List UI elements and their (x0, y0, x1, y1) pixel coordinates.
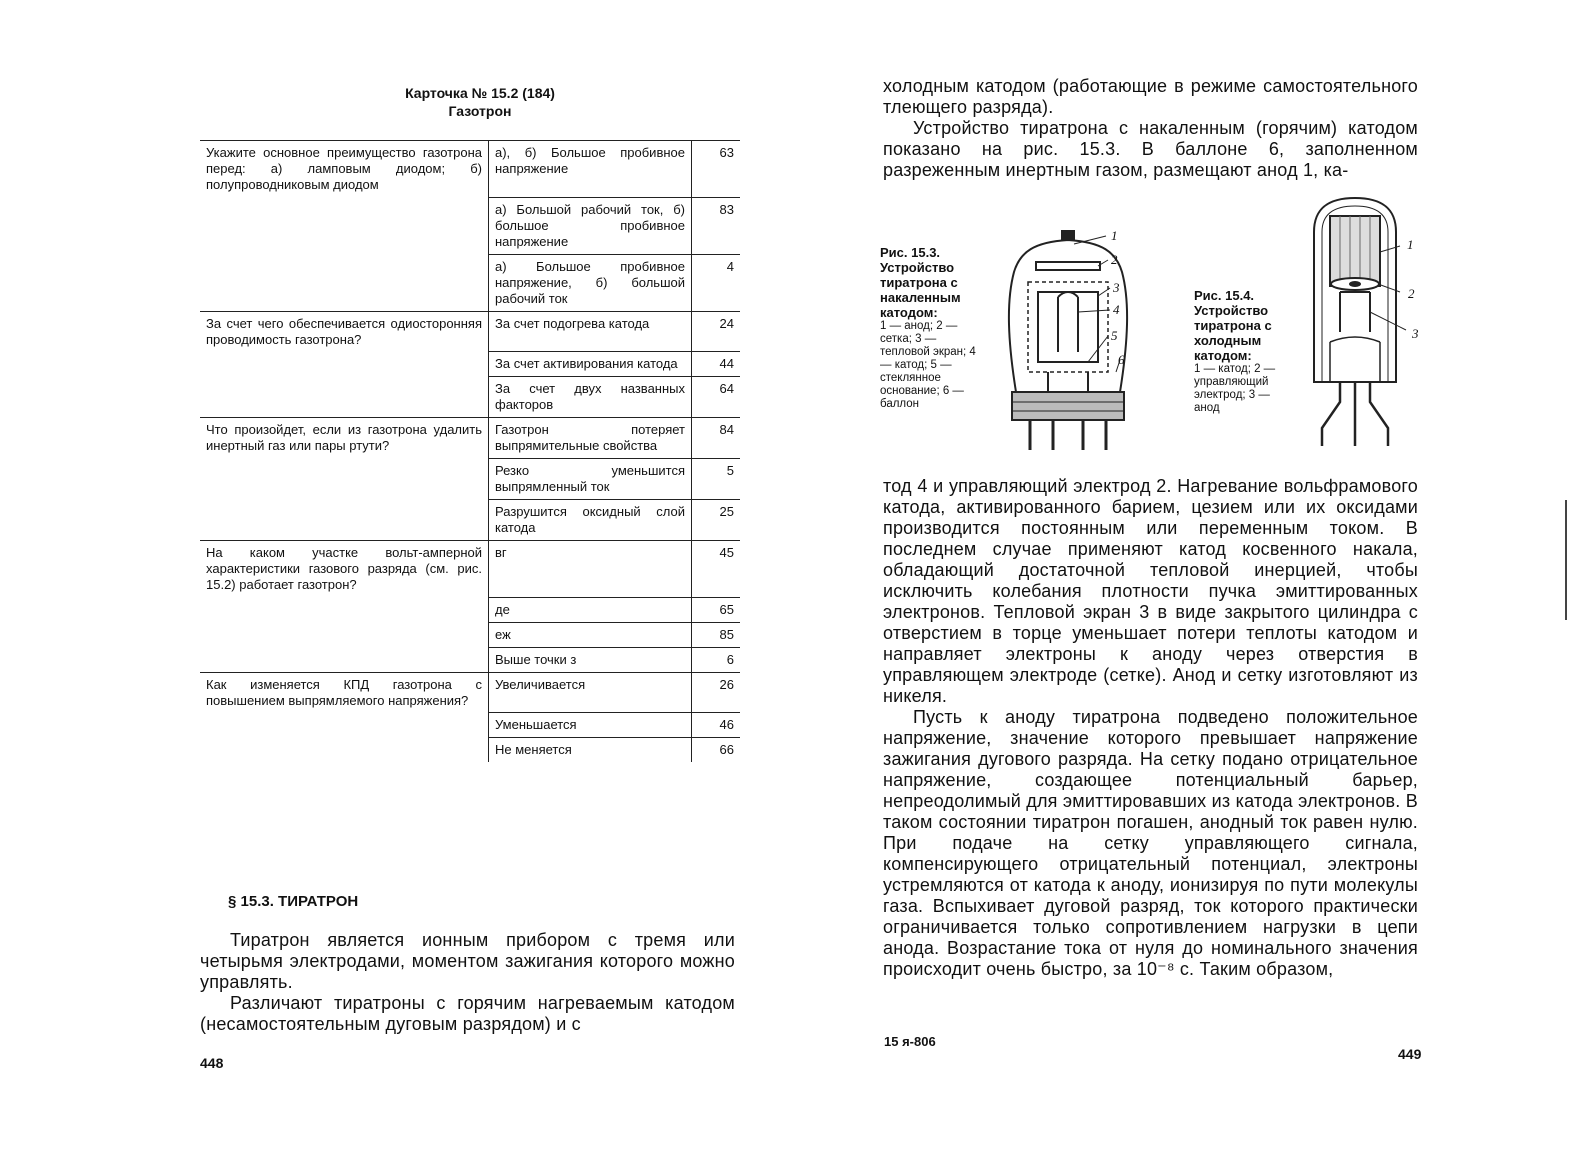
question-cell (200, 597, 489, 622)
question-cell: За счет чего обеспечивается одиосторонняя проводимость газотрона? (200, 311, 489, 352)
question-cell: Как изменяется КПД газотрона с повышением выпрямляемого напряжения? (200, 672, 489, 713)
answer-cell: де (489, 597, 692, 622)
table-row (200, 459, 740, 500)
table-row (200, 622, 740, 647)
figure-label: 3 (1412, 326, 1419, 341)
table-row (200, 254, 740, 311)
paragraph: Тиратрон является ионным прибором с тремя или четырьмя электродами, моментом зажигания которого можно управлять. (200, 930, 735, 992)
answer-code-cell: 63 (692, 141, 741, 198)
figure-legend: 1 — катод; 2 — управляющий электрод; 3 — анод (1194, 363, 1276, 414)
figure-label: 2 (1408, 286, 1415, 301)
question-cell (200, 197, 489, 254)
figure-label: 3 (1113, 280, 1120, 295)
answer-cell: а) Большой рабочий ток, б) большое пробивное напряжение (489, 197, 692, 254)
answer-code-cell: 25 (692, 500, 741, 541)
question-cell (200, 738, 489, 763)
question-card-table (200, 140, 740, 762)
table-row (200, 672, 740, 713)
left-body-text (200, 930, 735, 1035)
table-row (200, 418, 740, 459)
page-number: 448 (200, 1055, 224, 1071)
figure-legend: 1 — анод; 2 — сетка; 3 — тепловой экран; 4 — катод; 5 — стеклянное основание; 6 — баллон (880, 320, 976, 410)
answer-code-cell: 45 (692, 541, 741, 598)
figure-title: Рис. 15.4. Устройство тиратрона с холодным катодом: (1194, 288, 1272, 363)
page-number: 449 (1398, 1046, 1422, 1062)
answer-code-cell: 65 (692, 597, 741, 622)
table-row (200, 500, 740, 541)
answer-cell: Резко уменьшится выпрямленный ток (489, 459, 692, 500)
figure-label: 1 (1407, 237, 1414, 252)
page-edge-line (1565, 500, 1567, 620)
answer-code-cell: 24 (692, 311, 741, 352)
table-row (200, 647, 740, 672)
table-row (200, 597, 740, 622)
answer-code-cell: 44 (692, 352, 741, 377)
question-cell (200, 622, 489, 647)
figure-label: 4 (1113, 302, 1120, 317)
card-title-subject: Газотрон (448, 103, 512, 119)
paragraph: холодным катодом (работающие в режиме самостоятельного тлеющего разряда). (883, 76, 1418, 117)
paragraph: тод 4 и управляющий электрод 2. Нагревание вольфрамового катода, активированного барием, цезием или их оксидами производится постоянным или переменным током. В последнем случае применяют катод косвенного накала, обладающий достаточной тепловой инерцией, чтобы исключить колебания плотности пучка эмиттированных электронов. Тепловой экран 3 в виде закрытого цилиндра с отверстием в торце уменьшает потери теплоты катодом и направляет электроны к аноду через отверстия в управляющем электроде (сетке). Анод и сетку изготовляют из никеля. (883, 476, 1418, 706)
card-title (380, 84, 580, 120)
table-row (200, 311, 740, 352)
answer-cell: За счет подогрева катода (489, 311, 692, 352)
section-heading: § 15.3. ТИРАТРОН (228, 893, 359, 910)
answer-code-cell: 5 (692, 459, 741, 500)
answer-cell: Газотрон потеряет выпрямительные свойства (489, 418, 692, 459)
answer-cell: Не меняется (489, 738, 692, 763)
question-cell (200, 254, 489, 311)
answer-code-cell: 85 (692, 622, 741, 647)
answer-cell: а), б) Большое пробивное напряжение (489, 141, 692, 198)
figure-15-4-caption (1194, 288, 1294, 415)
answer-cell: Разрушится оксидный слой катода (489, 500, 692, 541)
answer-cell: Уменьшается (489, 713, 692, 738)
answer-cell: За счет двух названных факторов (489, 377, 692, 418)
card-title-number: Карточка № 15.2 (184) (405, 85, 555, 101)
answer-code-cell: 83 (692, 197, 741, 254)
question-cell (200, 377, 489, 418)
question-cell (200, 459, 489, 500)
figure-label: 2 (1111, 252, 1118, 267)
table-row (200, 541, 740, 598)
answer-cell: а) Большое пробивное напряжение, б) большой рабочий ток (489, 254, 692, 311)
table-row (200, 738, 740, 763)
table-row (200, 352, 740, 377)
figure-15-3-caption (880, 245, 988, 411)
right-top-text (883, 76, 1418, 181)
answer-cell: За счет активирования катода (489, 352, 692, 377)
figure-label: 6 (1118, 352, 1125, 367)
answer-code-cell: 26 (692, 672, 741, 713)
table-row (200, 713, 740, 738)
paragraph: Устройство тиратрона с накаленным (горячим) катодом показано на рис. 15.3. В баллоне 6, заполненном разреженным инертным газом, размещают анод 1, ка- (883, 118, 1418, 180)
table-row (200, 141, 740, 198)
answer-code-cell: 6 (692, 647, 741, 672)
answer-cell: Выше точки з (489, 647, 692, 672)
question-cell (200, 500, 489, 541)
signature-mark: 15 я-806 (884, 1034, 936, 1049)
question-cell: Что произойдет, если из газотрона удалить инертный газ или пары ртути? (200, 418, 489, 459)
answer-cell: вг (489, 541, 692, 598)
answer-cell: Увеличивается (489, 672, 692, 713)
answer-code-cell: 46 (692, 713, 741, 738)
question-cell (200, 647, 489, 672)
question-cell (200, 352, 489, 377)
answer-code-cell: 64 (692, 377, 741, 418)
table-row (200, 197, 740, 254)
paragraph: Пусть к аноду тиратрона подведено положительное напряжение, значение которого превышает напряжение зажигания дугового разряда. На сетку подано отрицательное напряжение, создающее потенциальный барьер, непреодолимый для эмиттировавших из катода электронов. В таком состоянии тиратрон погашен, анодный ток равен нулю. При подаче на сетку управляющего сигнала, компенсирующего отрицательный потенциал, электроны устремляются от катода к аноду, ионизируя по пути молекулы газа. Вспыхивает дуговой разряд, ток которого практически ограничивается только сопротивлением нагрузки в цепи анода. Возрастание тока от нуля до номинального значения происходит очень быстро, за 10⁻⁸ с. Таким образом, (883, 707, 1418, 979)
answer-code-cell: 4 (692, 254, 741, 311)
table-row (200, 377, 740, 418)
question-cell (200, 713, 489, 738)
paragraph: Различают тиратроны с горячим нагреваемым катодом (несамостоятельным дуговым разрядом) и с (200, 993, 735, 1034)
answer-cell: еж (489, 622, 692, 647)
figure-label: 1 (1111, 228, 1118, 243)
thyratron-cold-cathode-figure (1300, 192, 1410, 448)
question-cell: На каком участке вольт-амперной характеристики газового разряда (см. рис. 15.2) работает газотрон? (200, 541, 489, 598)
answer-code-cell: 84 (692, 418, 741, 459)
right-body-text (883, 476, 1418, 980)
question-cell: Укажите основное преимущество газотрона перед: а) ламповым диодом; б) полупроводниковым диодом (200, 141, 489, 198)
figure-label: 5 (1111, 328, 1118, 343)
answer-code-cell: 66 (692, 738, 741, 763)
figure-title: Рис. 15.3. Устройство тиратрона с накаленным катодом: (880, 245, 961, 320)
